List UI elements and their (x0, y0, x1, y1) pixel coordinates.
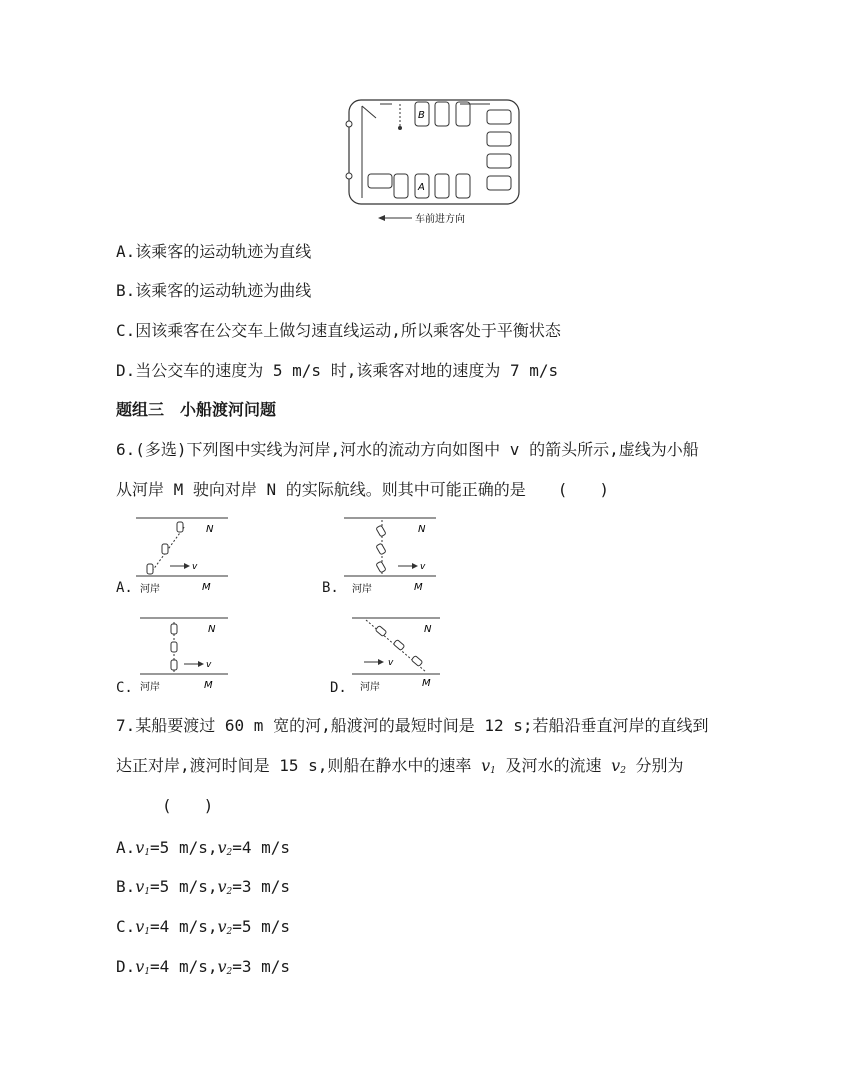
q7-line-1: 7.某船要渡过 60 m 宽的河,船渡河的最短时间是 12 s;若船沿垂直河岸的直线到 (116, 716, 709, 735)
q6-d-n: N (424, 624, 432, 635)
q6-line-2: 从河岸 M 驶向对岸 N 的实际航线。则其中可能正确的是 ( ) (116, 480, 610, 499)
q7-option-a-v2: =4 m/s (232, 838, 291, 857)
q7-option-a: $A.v_1=5$ $m/s,v_2=4$ m/s (116, 838, 291, 858)
q5-option-c: C.因该乘客在公交车上做匀速直线运动,所以乘客处于平衡状态 (116, 321, 561, 340)
q7-option-b-v1: =5 m/s, (150, 877, 218, 896)
q7-option-a-letter: A. (116, 838, 136, 857)
q6-c-m: M (204, 680, 213, 691)
q7-option-b-letter: B. (116, 877, 136, 896)
q6-b-v: v (420, 562, 426, 572)
q6-figure-c (130, 610, 230, 696)
direction-label: 车前进方向 (415, 214, 465, 225)
q7-line-2 (116, 756, 684, 781)
q6-d-v: v (388, 658, 394, 668)
q5-option-d: D.当公交车的速度为 5 m/s 时,该乘客对地的速度为 7 m/s (116, 361, 559, 380)
q6-a-m: M (202, 582, 211, 593)
q6-c-n: N (208, 624, 216, 635)
q6-a-v: v (192, 562, 198, 572)
q7-option-d-v1: =4 m/s, (150, 957, 218, 976)
q6-b-m: M (414, 582, 423, 593)
q6-b-n: N (418, 524, 426, 535)
q7-option-b: $B.v_1=5$ $m/s,v_2=3$ m/s (116, 877, 291, 897)
q6-figure-b-letter: B. (322, 580, 339, 596)
q7-v2-symbol: $v_2$ (611, 756, 626, 776)
q5-option-a: A.该乘客的运动轨迹为直线 (116, 242, 312, 261)
q7-v1-symbol: $v_1$ (481, 756, 496, 776)
q6-line-1: 6.(多选)下列图中实线为河岸,河水的流动方向如图中 v 的箭头所示,虚线为小船 (116, 440, 699, 459)
q6-d-m: M (422, 678, 431, 689)
q6-figure-a (130, 512, 230, 598)
q6-b-bank: 河岸 (352, 584, 372, 595)
seat-b-label: B (418, 110, 425, 121)
q5-option-b: B.该乘客的运动轨迹为曲线 (116, 281, 312, 300)
q7-blank: ( ) (162, 796, 214, 815)
q7-option-c: $C.v_1=4$ $m/s,v_2=5$ m/s (116, 917, 291, 937)
q7-line-2-b: 及河水的流速 (495, 756, 612, 775)
q6-c-v: v (206, 660, 212, 670)
seat-a-label: A (418, 182, 425, 193)
q6-d-bank: 河岸 (360, 682, 380, 693)
q6-figure-d (344, 610, 444, 696)
q7-option-d: $D.v_1=4$ $m/s,v_2=3$ m/s (116, 957, 291, 977)
q7-option-d-v2: =3 m/s (232, 957, 291, 976)
q7-option-c-v2: =5 m/s (232, 917, 291, 936)
q7-option-d-letter: D. (116, 957, 136, 976)
q6-a-n: N (206, 524, 214, 535)
q7-line-2-c: 分别为 (625, 756, 684, 775)
q7-option-c-letter: C. (116, 917, 136, 936)
q6-figure-d-letter: D. (330, 680, 347, 696)
q6-c-bank: 河岸 (140, 682, 160, 693)
q6-figure-b (338, 512, 438, 598)
q7-line-2-a: 达正对岸,渡河时间是 15 s,则船在静水中的速率 (116, 756, 482, 775)
q6-figure-a-letter: A. (116, 580, 133, 596)
q7-option-a-v1: =5 m/s, (150, 838, 218, 857)
bus-figure (340, 92, 530, 228)
q7-option-b-v2: =3 m/s (232, 877, 291, 896)
q6-figure-c-letter: C. (116, 680, 133, 696)
q6-a-bank: 河岸 (140, 584, 160, 595)
section-heading: 题组三 小船渡河问题 (116, 400, 277, 419)
q7-option-c-v1: =4 m/s, (150, 917, 218, 936)
